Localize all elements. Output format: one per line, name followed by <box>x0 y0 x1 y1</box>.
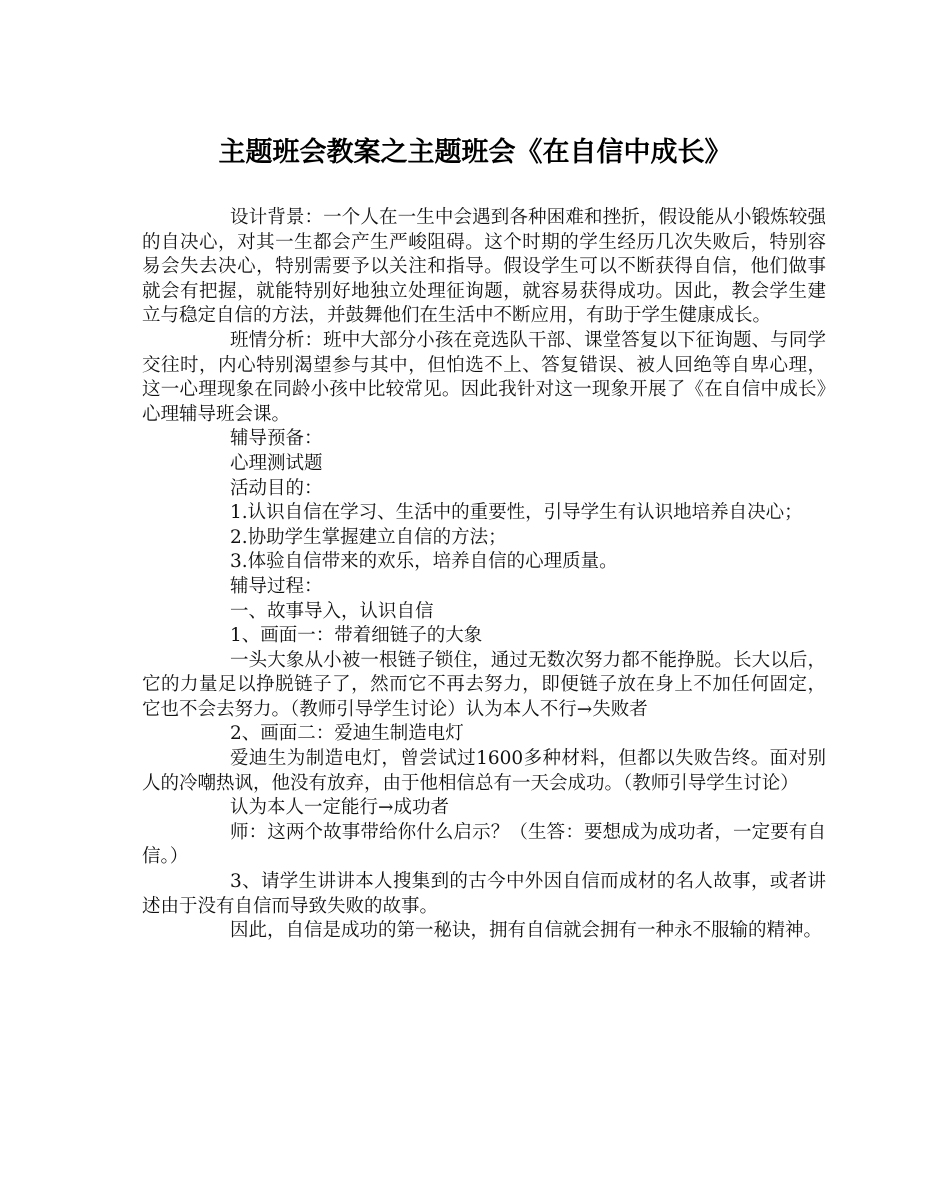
paragraph-teacher-question: 师：这两个故事带给你什么启示？（生答：要想成为成功者，一定要有自信。） <box>142 821 826 868</box>
paragraph-summary: 因此，自信是成功的第一秘诀，拥有自信就会拥有一种永不服输的精神。 <box>230 920 823 942</box>
paragraph-step-3: 3、请学生讲讲本人搜集到的古今中外因自信而成材的名人故事，或者讲述由于没有自信而导致失败的故事。 <box>142 871 826 917</box>
document-body <box>142 206 826 944</box>
paragraph-preparation-item: 心理测试题 <box>230 452 323 474</box>
paragraph-preparation-heading: 辅导预备： <box>230 428 323 450</box>
paragraph-process-heading: 辅导过程： <box>230 575 323 597</box>
paragraph-section-1-heading: 一、故事导入，认识自信 <box>230 600 434 622</box>
paragraph-objective-1: 1.认识自信在学习、生活中的重要性，引导学生有认识地培养自决心； <box>230 502 803 524</box>
paragraph-objective-3: 3.体验自信带来的欢乐，培养自信的心理质量。 <box>230 551 618 573</box>
paragraph-scene-1-story: 一头大象从小被一根链子锁住，通过无数次努力都不能挣脱。长大以后，它的力量足以挣脱链子了，然而它不再去努力，即便链子放在身上不加任何固定，它也不会去努力。（教师引导学生讨论）认为本人不行→失败者 <box>142 649 826 720</box>
document-title: 主题班会教案之主题班会《在自信中成长》 <box>218 137 732 168</box>
paragraph-scene-1-heading: 1、画面一：带着细链子的大象 <box>230 625 483 647</box>
paragraph-objective-2: 2.协助学生掌握建立自信的方法； <box>230 526 507 548</box>
paragraph-scene-2-story: 爱迪生为制造电灯，曾尝试过1600多种材料，但都以失败告终。面对别人的冷嘲热讽，他没有放弃，由于他相信总有一天会成功。（教师引导学生讨论） <box>142 748 826 794</box>
paragraph-design-background: 设计背景：一个人在一生中会遇到各种困难和挫折，假设能从小锻炼较强的自决心，对其一生都会产生严峻阻碍。这个时期的学生经历几次失败后，特别容易会失去决心，特别需要予以关注和指导。假设学生可以不断获得自信，他们做事就会有把握，就能特别好地独立处理征询题，就容易获得成功。因此，教会学生建立与稳定自信的方法，并鼓舞他们在生活中不断应用，有助于学生健康成长。 <box>142 207 826 327</box>
paragraph-scene-2-heading: 2、画面二：爱迪生制造电灯 <box>230 723 464 745</box>
paragraph-objectives-heading: 活动目的： <box>230 477 323 499</box>
paragraph-scene-2-conclusion: 认为本人一定能行→成功者 <box>230 797 450 819</box>
paragraph-class-analysis: 班情分析：班中大部分小孩在竞选队干部、课堂答复以下征询题、与同学交往时，内心特别渴望参与其中，但怕选不上、答复错误、被人回绝等自卑心理，这一心理现象在同龄小孩中比较常见。因此我针对这一现象开展了《在自信中成长》心理辅导班会课。 <box>142 329 826 425</box>
